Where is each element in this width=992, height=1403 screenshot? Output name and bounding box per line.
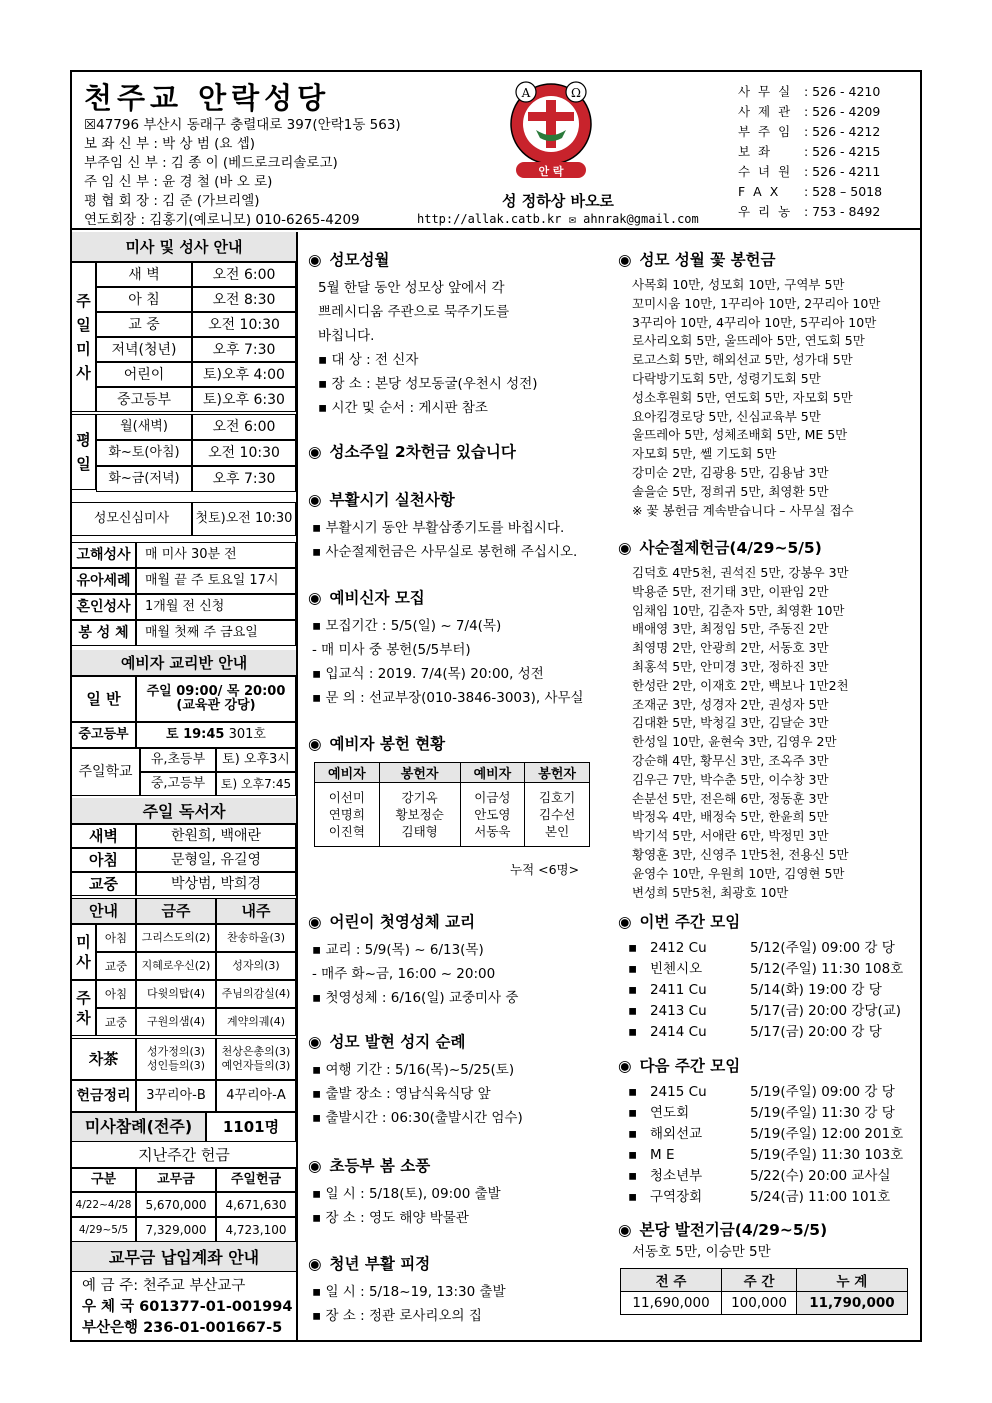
logo-caption: 안 락 xyxy=(538,165,564,178)
section-pilgrimage xyxy=(308,1030,608,1130)
donor-line: 배애영 3만, 최정임 5만, 주동진 2만 xyxy=(632,621,829,637)
sacrament-name: 유아세례 xyxy=(72,568,136,594)
fund-table xyxy=(620,1268,908,1315)
sacrament-info: 1개월 전 신청 xyxy=(136,594,296,620)
marian-mass-label: 성모신심미사 xyxy=(72,502,192,536)
catechumen-general-time: 주일 09:00/ 목 20:00 (교육관 강당) xyxy=(136,676,296,722)
duty-this-week: 구원의샘(4) xyxy=(136,1008,216,1036)
phone-number: : 526 - 4212 xyxy=(804,124,881,139)
assistant-priest: 보 좌 신 부 : 박 상 범 (요 셉) xyxy=(84,136,256,152)
sacrament-info: 매월 끝 주 토요일 17시 xyxy=(136,568,296,594)
list-item: ▪ 입교식 : 2019. 7/4(목) 20:00, 성전 xyxy=(312,666,544,682)
list-item: 바칩니다. xyxy=(318,328,375,344)
section-this-week-meetings xyxy=(618,910,918,1043)
phone-number: : 753 - 8492 xyxy=(804,204,881,219)
mass-time: 오후 7:30 xyxy=(192,466,296,492)
duty-label-text: 주차 xyxy=(76,989,91,1027)
website-email[interactable]: http://allak.catb.kr ✉ ahnrak@gmail.com xyxy=(417,212,699,226)
meeting-time: 5/22(수) 20:00 교사실 xyxy=(750,1168,891,1184)
omega-letter: Ω xyxy=(571,86,581,100)
list-item: ▪ 교리 : 5/9(목) ~ 6/13(목) xyxy=(312,942,484,958)
table-cell: 7,329,000 xyxy=(136,1217,216,1242)
bullet-icon: ▪ xyxy=(628,982,638,998)
meeting-time: 5/17(금) 20:00 강당(교) xyxy=(750,1003,902,1019)
table-row: 이선미 연명희 이진혁 강기옥 황보정순 김태형 이금성 안도영 서동욱 김호기 김수선 본인 xyxy=(315,783,590,847)
donor-line: 울뜨레아 5만, 성체조배회 5만, ME 5만 xyxy=(632,427,848,443)
pastor: 주 임 신 부 : 윤 경 철 (바 오 로) xyxy=(84,174,273,190)
duty-this-week: 다윗의탑(4) xyxy=(136,980,216,1008)
bullet-icon: ◉ xyxy=(308,251,322,269)
mass-name: 어린이 xyxy=(96,362,192,387)
offering-sort-label: 헌금정리 xyxy=(72,1080,136,1112)
list-item: ▪ 출발시간 : 06:30(출발시간 엄수) xyxy=(312,1110,523,1126)
post-office-account: 우 체 국 601377-01-001994 xyxy=(82,1299,293,1315)
donor-line: 요아킴경로당 5만, 신심교육부 5만 xyxy=(632,408,821,424)
lector-mass: 아침 xyxy=(72,848,136,872)
table-header-cell: 구분 xyxy=(72,1168,136,1192)
catechumen-youth-label: 중고등부 xyxy=(72,722,136,748)
mass-time: 오전 10:30 xyxy=(192,312,296,337)
elementary-time: 토) 오후3시 xyxy=(216,748,296,772)
donor-line: 윤영수 10만, 우원희 10만, 김영현 5만 xyxy=(632,865,845,881)
section-catechumen-sponsors xyxy=(308,732,608,760)
meeting-group: 2413 Cu xyxy=(650,1003,707,1019)
meeting-time: 5/17(금) 20:00 강 당 xyxy=(750,1024,882,1040)
bullet-icon: ▪ xyxy=(628,1024,638,1040)
phone-number: : 528 – 5018 xyxy=(804,184,883,199)
section-easter-practice xyxy=(308,488,608,564)
section-title: ◉ 본당 발전기금(4/29~5/5) xyxy=(618,1218,918,1242)
table-cell: 5,670,000 xyxy=(136,1192,216,1217)
meeting-group: 2414 Cu xyxy=(650,1024,707,1040)
list-item: - 매 미사 중 봉헌(5/5부터) xyxy=(312,642,471,658)
section-title: ◉ 이번 주간 모임 xyxy=(618,910,918,934)
bullet-icon: ◉ xyxy=(618,1221,632,1239)
donor-line: 로사리오회 5만, 울뜨레아 5만, 연도회 5만 xyxy=(632,333,865,349)
donor-line: ※ 꽃 봉헌금 계속받습니다 – 사무실 접수 xyxy=(632,502,854,518)
list-item: ▪ 여행 기간 : 5/16(목)~5/25(토) xyxy=(312,1062,515,1078)
sunday-school-label: 주일학교 xyxy=(72,748,140,796)
list-item: ▪ 부활시기 동안 부활삼종기도를 바칩시다. xyxy=(312,520,565,536)
bullet-icon: ▪ xyxy=(628,1003,638,1019)
list-item: ▪ 대 상 : 전 신자 xyxy=(318,352,419,368)
left-column xyxy=(72,232,298,1342)
phone-label: 우 리 농 xyxy=(738,204,793,219)
meeting-time: 5/12(주일) 11:30 108호 xyxy=(750,961,904,977)
account-list xyxy=(82,1276,292,1339)
section-title: ◉ 다음 주간 모임 xyxy=(618,1054,918,1078)
mass-time: 오전 8:30 xyxy=(192,287,296,312)
donor-line: 김대환 5만, 박청길 3만, 김달순 3만 xyxy=(632,715,829,731)
meeting-time: 5/19(주일) 09:00 강 당 xyxy=(750,1084,895,1100)
table-header-cell: 교무금 xyxy=(136,1168,216,1192)
duty-head-this-week: 금주 xyxy=(136,898,216,924)
section-development-fund xyxy=(618,1218,918,1264)
bullet-icon: ◉ xyxy=(618,1057,632,1075)
meeting-row xyxy=(618,1103,918,1124)
sacrament-info: 매 미사 30분 전 xyxy=(136,542,296,568)
list-item: 5월 한달 동안 성모상 앞에서 각 xyxy=(318,280,505,296)
catechumen-youth-time: 토 19:45 301호 xyxy=(136,722,296,748)
duty-next-week: 찬송하올(3) xyxy=(216,924,296,952)
meeting-group: 빈첸시오 xyxy=(650,961,703,977)
bullet-icon: ◉ xyxy=(618,539,632,557)
list-item: - 매주 화~금, 16:00 ~ 20:00 xyxy=(312,966,496,982)
list-item: ▪ 시간 및 순서 : 게시판 참조 xyxy=(318,400,488,416)
donor-line: 3꾸리아 10만, 4꾸리아 10만, 5꾸리아 10만 xyxy=(632,314,877,330)
bullet-icon: ◉ xyxy=(308,589,322,607)
duty-head-next-week: 내주 xyxy=(216,898,296,924)
donor-line: 최홍석 5만, 안미경 3만, 정하진 3만 xyxy=(632,658,829,674)
donor-line: 최영명 2만, 안광희 2만, 서동호 3만 xyxy=(632,640,829,656)
meeting-time: 5/19(주일) 11:30 강 당 xyxy=(750,1105,895,1121)
duty-next-week: 성자의(3) xyxy=(216,952,296,980)
mass-time: 오전 10:30 xyxy=(192,440,296,466)
mass-name: 화~금(저녁) xyxy=(96,466,192,492)
duty-this-week: 그리스도의(2) xyxy=(136,924,216,952)
section-catechumen-recruit xyxy=(308,586,608,710)
section-title: ◉ 성모 성월 꽃 봉헌금 xyxy=(618,248,918,272)
council-president: 평 협 회 장 : 김 준 (가브리엘) xyxy=(84,193,260,209)
duty-mass: 아침 xyxy=(96,924,136,952)
phone-label: 부 주 임 xyxy=(738,124,793,139)
prayer-society-head: 연도회장 : 김홍기(예로니모) 010-6265-4209 xyxy=(84,212,360,228)
mass-name: 교 중 xyxy=(96,312,192,337)
sacrament-name: 고해성사 xyxy=(72,542,136,568)
bulletin-frame xyxy=(70,70,922,1342)
bullet-icon: ◉ xyxy=(308,735,322,753)
bullet-icon: ▪ xyxy=(628,1189,638,1205)
meeting-row xyxy=(618,1124,918,1145)
phone-label: 수 녀 원 xyxy=(738,164,793,179)
duty-mass: 교중 xyxy=(96,1008,136,1036)
lector-mass: 교중 xyxy=(72,872,136,896)
list-item: ▪ 장 소 : 정관 로사리오의 집 xyxy=(312,1308,482,1324)
meeting-group: 2412 Cu xyxy=(650,940,707,956)
sacrament-info: 매월 첫째 주 금요일 xyxy=(136,620,296,646)
meeting-row xyxy=(618,1187,918,1208)
donor-line: 변성희 5만5천, 최광호 10만 xyxy=(632,884,789,900)
section-title: ◉ 부활시기 실천사항 xyxy=(308,488,608,512)
phone-row xyxy=(738,102,882,122)
weekday-mass-label: 평일 xyxy=(72,414,96,490)
phone-label: 사 제 관 xyxy=(738,104,793,119)
elementary-label: 유,초등부 xyxy=(140,748,216,772)
list-item: ▪ 장 소 : 본당 성모동굴(우천시 성전) xyxy=(318,376,538,392)
meeting-group: 청소년부 xyxy=(650,1168,703,1184)
list-item: ▪ 장 소 : 영도 해양 박물관 xyxy=(312,1210,469,1226)
mass-name: 월(새벽) xyxy=(96,414,192,440)
phone-row xyxy=(738,142,882,162)
bullet-icon: ▪ xyxy=(628,1105,638,1121)
donor-line: 박정옥 4만, 배정숙 5만, 한윤희 5만 xyxy=(632,809,829,825)
meeting-row xyxy=(618,1001,918,1022)
address: ☒47796 부산시 동래구 충렬대로 397(안락1동 563) xyxy=(84,117,401,133)
table-cell: 4/29~5/5 xyxy=(72,1217,136,1242)
mass-time: 오전 6:00 xyxy=(192,262,296,287)
mass-time: 오전 6:00 xyxy=(192,414,296,440)
phone-number: : 526 - 4209 xyxy=(804,104,881,119)
list-item: ▪ 첫영성체 : 6/16(일) 교중미사 중 xyxy=(312,990,519,1006)
bullet-icon: ▪ xyxy=(628,1084,638,1100)
lector-mass: 새벽 xyxy=(72,824,136,848)
bullet-icon: ▪ xyxy=(628,940,638,956)
sacrament-name: 혼인성사 xyxy=(72,594,136,620)
bullet-icon: ▪ xyxy=(628,1126,638,1142)
section-next-week-meetings xyxy=(618,1054,918,1208)
section-title: ◉ 예비자 봉헌 현황 xyxy=(308,732,608,756)
last-week-offering-title: 지난주간 헌금 xyxy=(72,1142,296,1168)
bullet-icon: ▪ xyxy=(628,1147,638,1163)
bullet-icon: ◉ xyxy=(308,443,322,461)
section-picnic xyxy=(308,1154,608,1230)
donor-line: 김덕호 4만5천, 권석진 5만, 강봉우 3만 xyxy=(632,565,849,580)
table-cell: 4,671,630 xyxy=(216,1192,296,1217)
lector-names: 문형일, 유길영 xyxy=(136,848,296,872)
meeting-time: 5/19(주일) 11:30 103호 xyxy=(750,1147,904,1163)
phone-row xyxy=(738,182,882,202)
associate-priest: 부주임 신 부 : 김 종 이 (베드로크리솔로고) xyxy=(84,155,338,171)
list-item: ▪ 모집기간 : 5/5(일) ~ 7/4(목) xyxy=(312,618,502,634)
phone-number: : 526 - 4215 xyxy=(804,144,881,159)
meeting-row xyxy=(618,1022,918,1043)
section-title: ◉ 사순절제헌금(4/29~5/5) xyxy=(618,536,918,560)
table-header: 전 주 주 간 누 계 xyxy=(621,1269,908,1292)
phone-row xyxy=(738,162,882,182)
mass-time: 오후 7:30 xyxy=(192,337,296,362)
duty-this-week: 지혜로우신(2) xyxy=(136,952,216,980)
section-title: ◉ 초등부 봄 소풍 xyxy=(308,1154,608,1178)
mass-time: 토)오후 4:00 xyxy=(192,362,296,387)
section-flower-offering xyxy=(618,248,918,520)
duty-label-text: 미사 xyxy=(76,933,91,971)
meeting-row xyxy=(618,1166,918,1187)
section-title: ◉ 성모 발현 성지 순례 xyxy=(308,1030,608,1054)
section-youth-retreat xyxy=(308,1252,608,1328)
catechumen-title: 예비자 교리반 안내 xyxy=(72,650,296,676)
meeting-group: 연도회 xyxy=(650,1105,690,1121)
donor-line: 꼬미시움 10만, 1꾸리아 10만, 2꾸리아 10만 xyxy=(632,295,881,311)
table-row: 11,690,000 100,000 11,790,000 xyxy=(621,1292,908,1315)
meeting-row xyxy=(618,938,918,959)
section-title: ◉ 청년 부활 피정 xyxy=(308,1252,608,1276)
bullet-icon: ◉ xyxy=(308,1157,322,1175)
meeting-group: M E xyxy=(650,1147,675,1163)
tea-next-week: 천상은총의(3) 예언자들의(3) xyxy=(216,1038,296,1080)
meeting-row xyxy=(618,1082,918,1103)
donor-line: 솔을순 5만, 정희귀 5만, 최영환 5만 xyxy=(632,483,829,499)
bullet-icon: ◉ xyxy=(618,251,632,269)
list-item: ▪ 사순절제헌금은 사무실로 봉헌해 주십시오. xyxy=(312,544,578,560)
lector-title: 주일 독서자 xyxy=(72,798,296,824)
donor-line: 강순해 4만, 황무신 3만, 조옥주 3만 xyxy=(632,752,829,768)
section-title: ◉ 성모성월 xyxy=(308,248,608,272)
sacrament-name: 봉 성 체 xyxy=(72,620,136,646)
phone-row xyxy=(738,202,882,222)
meeting-time: 5/19(주일) 12:00 201호 xyxy=(750,1126,904,1142)
duty-mass: 아침 xyxy=(96,980,136,1008)
section-lent-offering xyxy=(618,536,918,902)
donor-line: 사목회 10만, 성모회 10만, 구역부 5만 xyxy=(632,277,845,292)
alpha-letter: A xyxy=(521,86,531,100)
meeting-group: 해외선교 xyxy=(650,1126,703,1142)
bullet-icon: ◉ xyxy=(308,491,322,509)
phone-label: 사 무 실 xyxy=(738,84,793,99)
bullet-icon: ◉ xyxy=(308,1033,322,1051)
donor-line: 임채임 10만, 김춘자 5만, 최영환 10만 xyxy=(632,602,845,618)
donor-line: 다락방기도회 5만, 성령기도회 5만 xyxy=(632,370,821,386)
bullet-icon: ▪ xyxy=(628,961,638,977)
busan-bank-account: 부산은행 236-01-001667-5 xyxy=(82,1320,283,1336)
table-header: 예비자 봉헌자 예비자 봉헌자 xyxy=(315,763,590,783)
patron-saint: 성 정하상 바오로 xyxy=(502,192,614,210)
parish-logo xyxy=(496,78,606,182)
tea-this-week: 성가정의(3) 성인들의(3) xyxy=(136,1038,216,1080)
phone-number: : 526 - 4211 xyxy=(804,164,881,179)
sunday-mass-label: 주일미사 xyxy=(72,262,96,412)
donor-line: 자모회 5만, 쎌 기도회 5만 xyxy=(632,446,777,462)
mass-name: 아 침 xyxy=(96,287,192,312)
lector-names: 박상범, 박희경 xyxy=(136,872,296,896)
bullet-icon: ◉ xyxy=(618,913,632,931)
donor-line: 강미순 2만, 김광용 5만, 김용남 3만 xyxy=(632,464,829,480)
donor-line: 박용준 5만, 전기태 3만, 이판임 2만 xyxy=(632,583,829,599)
section-first-communion xyxy=(308,910,608,1010)
duty-next-week: 계약의궤(4) xyxy=(216,1008,296,1036)
donor-line: 성소후원회 5만, 연도회 5만, 자모회 5만 xyxy=(632,389,853,405)
bullet-icon: ◉ xyxy=(308,1255,322,1273)
meeting-row xyxy=(618,1145,918,1166)
duty-next-week: 주님의감실(4) xyxy=(216,980,296,1008)
meeting-row xyxy=(618,959,918,980)
table-cell: 4,723,100 xyxy=(216,1217,296,1242)
list-item: ▪ 문 의 : 선교부장(010-3846-3003), 사무실 xyxy=(312,690,584,706)
phone-label: 보 좌 xyxy=(738,144,773,159)
page-title: 천주교 안락성당 xyxy=(84,81,331,115)
section-vocation-sunday xyxy=(308,440,608,468)
meeting-group: 구역장회 xyxy=(650,1189,703,1205)
section-title: ◉ 성소주일 2차헌금 있습니다 xyxy=(308,440,608,464)
lector-names: 한원희, 백애란 xyxy=(136,824,296,848)
bullet-icon: ◉ xyxy=(308,913,322,931)
donor-line: 한성일 10만, 윤현숙 3만, 김영우 2만 xyxy=(632,734,837,750)
phone-number: : 526 - 4210 xyxy=(804,84,881,99)
meeting-time: 5/14(화) 19:00 강 당 xyxy=(750,982,882,998)
fund-donors: 서동호 5만, 이승만 5만 xyxy=(632,1244,771,1260)
mass-name: 화~토(아침) xyxy=(96,440,192,466)
header xyxy=(72,72,920,230)
donor-line: 조재군 3만, 성경자 2만, 권성자 5만 xyxy=(632,696,829,712)
attendance-label: 미사참례(전주) xyxy=(72,1112,206,1142)
mass-time: 토)오후 6:30 xyxy=(192,387,296,412)
mass_duty-label xyxy=(72,924,96,980)
duty-head-guide: 안내 xyxy=(72,898,136,924)
sponsor-table xyxy=(314,762,590,847)
meeting-group: 2411 Cu xyxy=(650,982,707,998)
section-marian-month xyxy=(308,248,608,420)
duty-mass: 교중 xyxy=(96,952,136,980)
donor-line: 박기석 5만, 서애란 6만, 박정민 3만 xyxy=(632,828,829,844)
mass-name: 새 벽 xyxy=(96,262,192,287)
phone-row xyxy=(738,82,882,102)
attendance-value: 1101명 xyxy=(206,1112,296,1142)
meeting-row xyxy=(618,980,918,1001)
middle-high-label: 중,고등부 xyxy=(140,772,216,796)
meeting-time: 5/24(금) 11:00 101호 xyxy=(750,1189,891,1205)
list-item: ▪ 일 시 : 5/18(토), 09:00 출발 xyxy=(312,1186,501,1202)
table-cell: 4/22~4/28 xyxy=(72,1192,136,1217)
tea-label: 차茶 xyxy=(72,1038,136,1080)
list-item: 쁘레시디움 주관으로 묵주기도를 xyxy=(318,304,510,320)
meeting-time: 5/12(주일) 09:00 강 당 xyxy=(750,940,895,956)
phone-row xyxy=(738,122,882,142)
catechumen-general-label: 일 반 xyxy=(72,676,136,722)
section-title: ◉ 어린이 첫영성체 교리 xyxy=(308,910,608,934)
list-item: ▪ 출발 장소 : 영남식육식당 앞 xyxy=(312,1086,491,1102)
offering-sort-this: 3꾸리아-B xyxy=(136,1080,216,1112)
phone-list xyxy=(738,82,882,222)
donor-line: 김우근 7만, 박수춘 5만, 이수창 3만 xyxy=(632,771,829,787)
mass-name: 저녁(청년) xyxy=(96,337,192,362)
section-title: ◉ 예비신자 모집 xyxy=(308,586,608,610)
offering-sort-next: 4꾸리아-A xyxy=(216,1080,296,1112)
donor-line: 손분선 5만, 전은해 6만, 정동훈 3만 xyxy=(632,790,829,806)
parish-info xyxy=(84,116,401,230)
donor-line: 황영훈 3만, 신영주 1만5천, 전용신 5만 xyxy=(632,846,849,862)
phone-label: F A X xyxy=(738,184,781,199)
donor-line: 한성란 2만, 이재호 2만, 백보나 1만2천 xyxy=(632,677,849,693)
middle-high-time: 토) 오후7:45 xyxy=(216,772,296,796)
donor-line: 로고스회 5만, 해외선교 5만, 성가대 5만 xyxy=(632,352,853,368)
table-header-cell: 주일헌금 xyxy=(216,1168,296,1192)
marian-mass-time: 첫토)오전 10:30 xyxy=(192,502,296,536)
park_duty-label xyxy=(72,980,96,1036)
account-title: 교무금 납입계좌 안내 xyxy=(72,1242,296,1272)
mass-name: 중고등부 xyxy=(96,387,192,412)
bullet-icon: ▪ xyxy=(628,1168,638,1184)
meeting-group: 2415 Cu xyxy=(650,1084,707,1100)
sponsor-total: 누적 <6명> xyxy=(510,862,580,877)
mass-schedule-title: 미사 및 성사 안내 xyxy=(72,232,296,262)
list-item: ▪ 일 시 : 5/18~19, 13:30 출발 xyxy=(312,1284,506,1300)
account-holder: 예 금 주: 천주교 부산교구 xyxy=(82,1278,246,1294)
